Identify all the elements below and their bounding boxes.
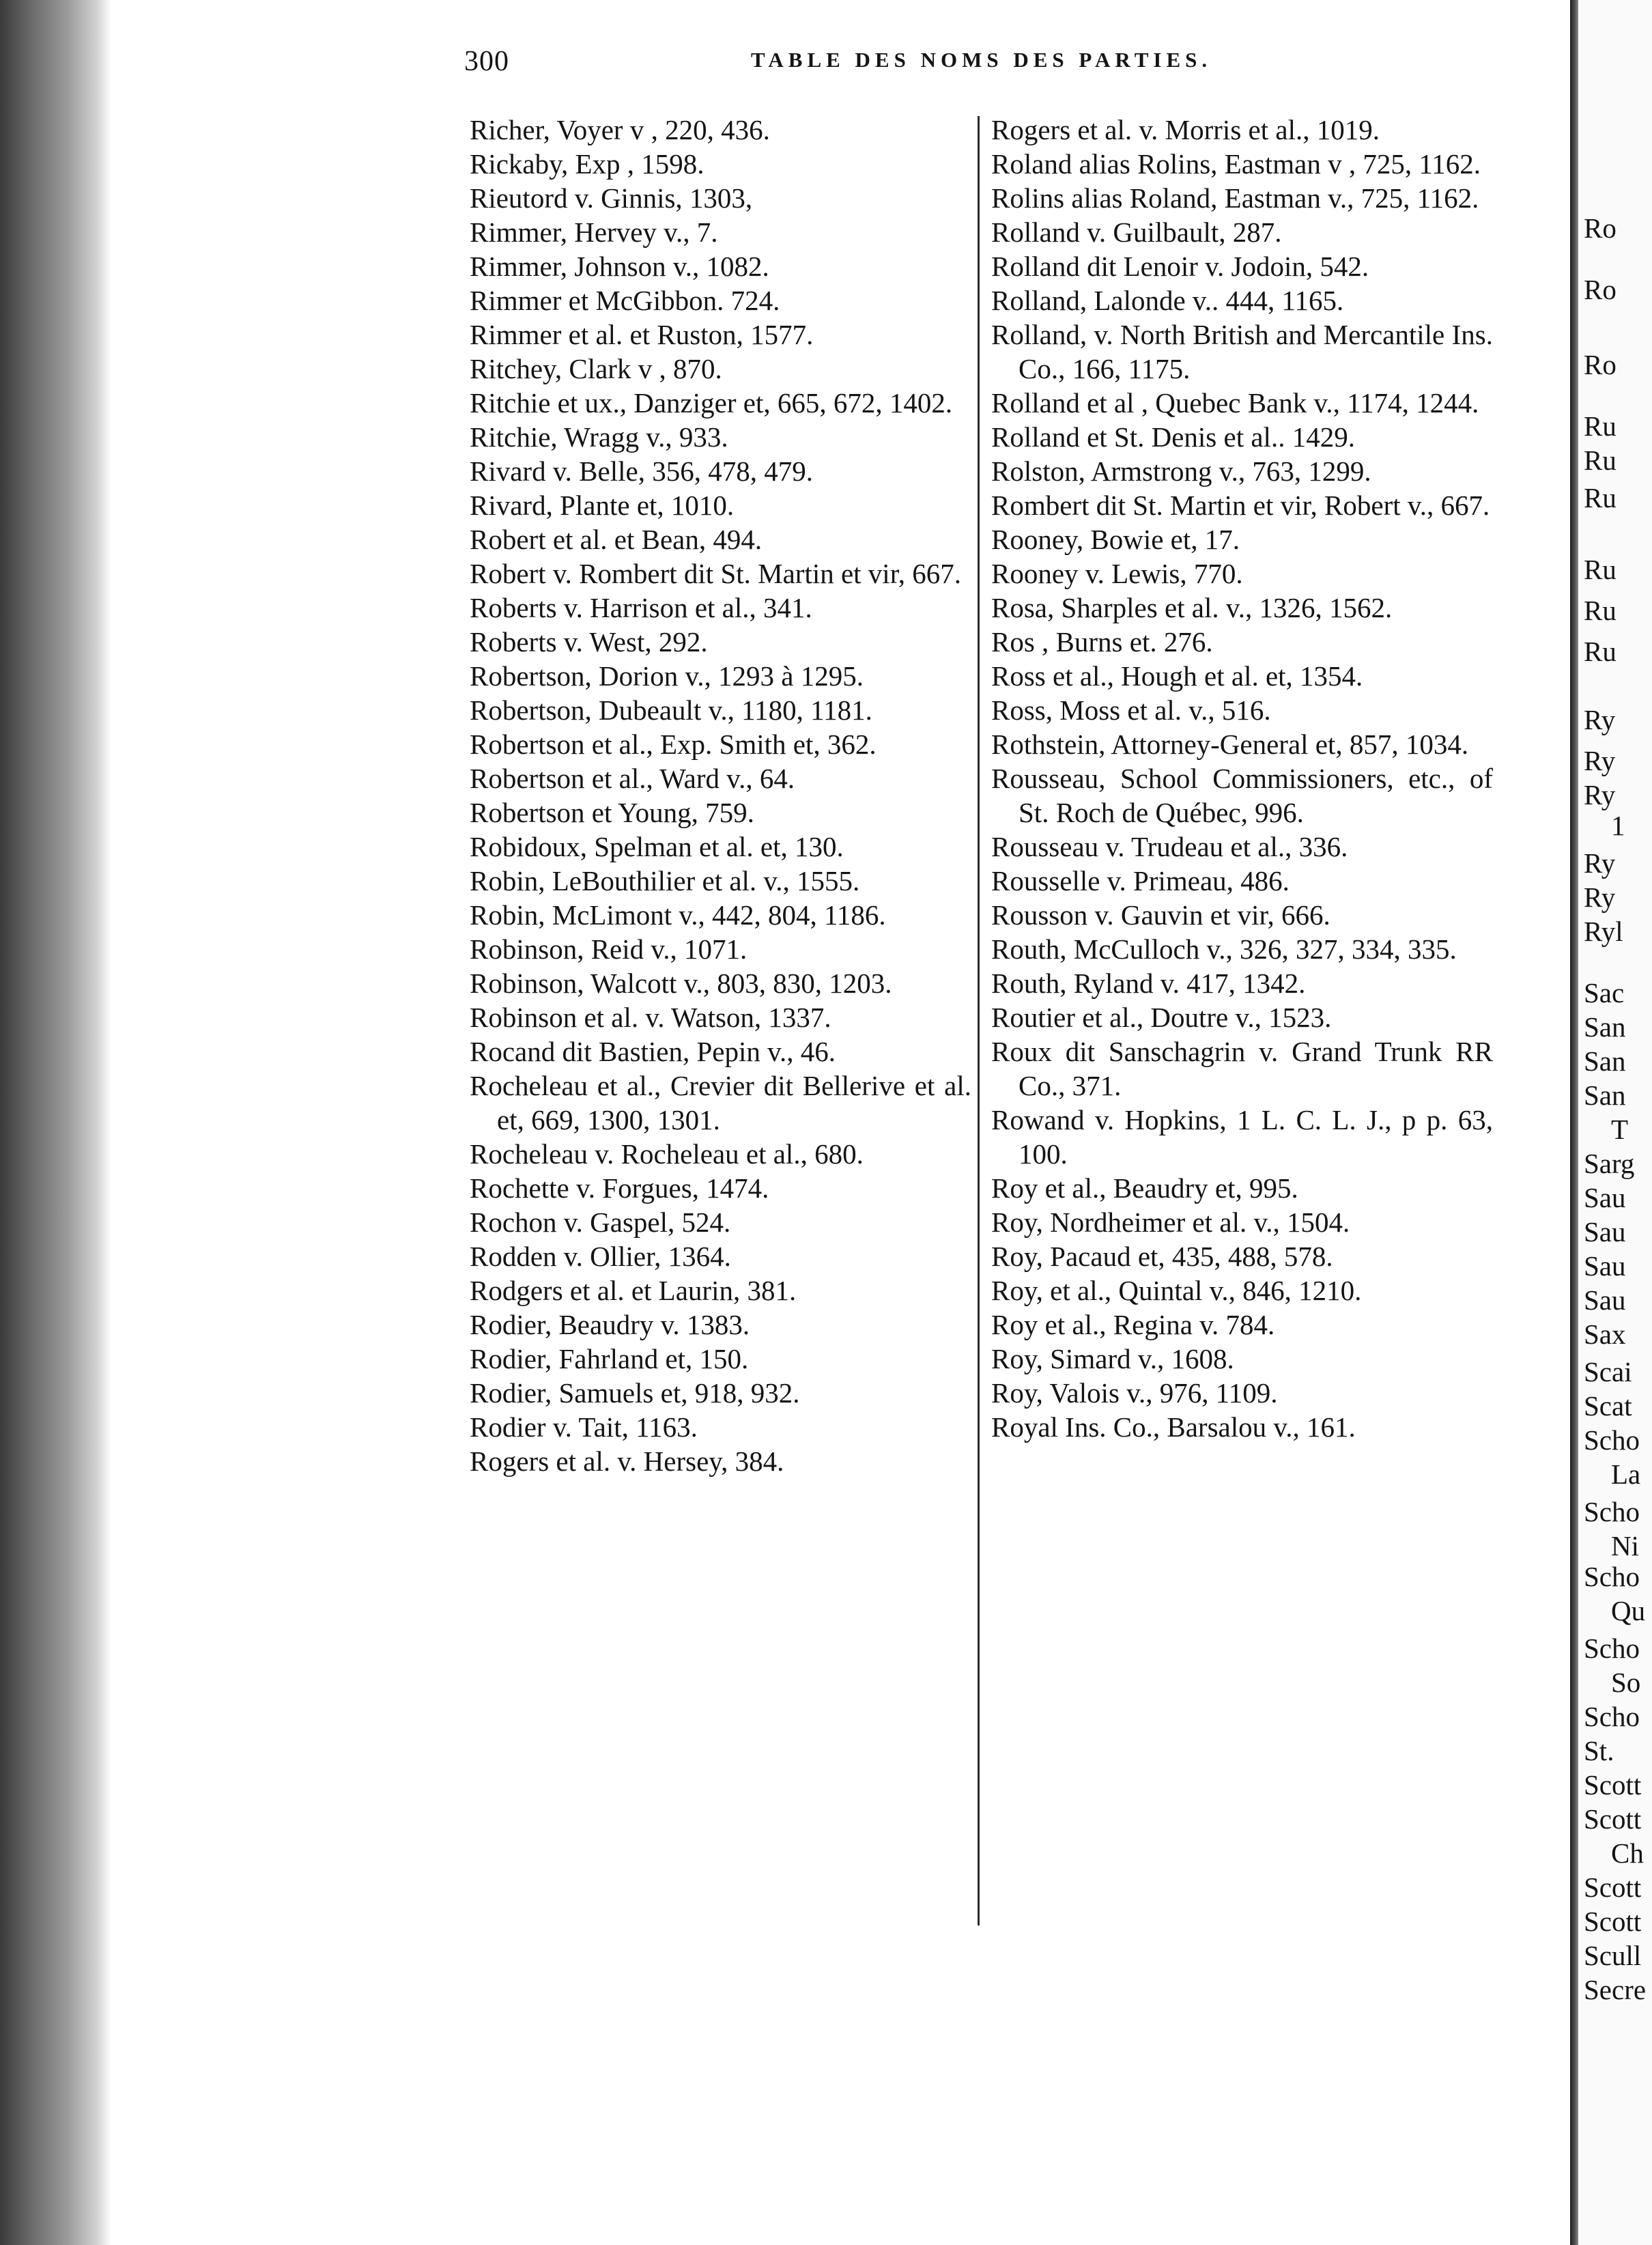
index-entry: Ross, Moss et al. v., 516.: [991, 694, 1271, 726]
index-entry: Robinson, Walcott v., 803, 830, 1203.: [470, 968, 892, 999]
facing-page-fragment: Sax: [1584, 1318, 1626, 1350]
facing-page-fragment: Scho: [1584, 1701, 1640, 1732]
facing-page-fragment: Scott: [1584, 1769, 1642, 1801]
facing-page-fragment: Ry: [1584, 779, 1616, 810]
index-entry: Roy, Valois v., 976, 1109.: [991, 1377, 1278, 1409]
facing-page-fragment: Ry: [1584, 704, 1616, 735]
column-divider-rule: [978, 116, 980, 1925]
left-index-column: [470, 113, 971, 1478]
index-entry: Rodier, Fahrland et, 150.: [470, 1343, 749, 1374]
facing-page-fragment: Scull: [1584, 1940, 1642, 1971]
facing-page-fragment: Scott: [1584, 1906, 1642, 1937]
facing-page-fragment: Scott: [1584, 1803, 1642, 1835]
index-entry: Ritchie et ux., Danziger et, 665, 672, 1402.: [470, 387, 953, 419]
facing-page-fragment: Ru: [1584, 554, 1617, 585]
index-entry: Robertson et al., Exp. Smith et, 362.: [470, 729, 877, 760]
index-entry: Rimmer, Johnson v., 1082.: [470, 251, 769, 282]
index-entry: Rochon v. Gaspel, 524.: [470, 1206, 731, 1238]
facing-page-fragment: San: [1584, 1045, 1626, 1077]
index-entry: Royal Ins. Co., Barsalou v., 161.: [991, 1411, 1356, 1443]
facing-page-fragment: Ro: [1584, 349, 1617, 380]
index-entry: Rochette v. Forgues, 1474.: [470, 1172, 769, 1204]
index-entry: Rolland, Lalonde v.. 444, 1165.: [991, 285, 1344, 316]
facing-page-fragment: Scho: [1584, 1496, 1640, 1527]
index-entry: Robertson et Young, 759.: [470, 797, 754, 828]
running-title: TABLE DES NOMS DES PARTIES.: [751, 48, 1212, 72]
index-entry: Rocheleau et al., Crevier dit Bellerive et al. et, 669, 1300, 1301.: [470, 1070, 971, 1135]
facing-page-fragment: Ry: [1584, 881, 1616, 913]
index-entry: Rivard v. Belle, 356, 478, 479.: [470, 455, 813, 487]
page-number: 300: [464, 46, 509, 77]
facing-page-fragment: Qu: [1611, 1595, 1646, 1626]
index-entry: Rodier v. Tait, 1163.: [470, 1411, 698, 1443]
page-header: [464, 45, 1475, 86]
index-entry: Robinson et al. v. Watson, 1337.: [470, 1002, 831, 1033]
index-entry: Roy et al., Regina v. 784.: [991, 1309, 1275, 1340]
index-entry: Rimmer, Hervey v., 7.: [470, 216, 718, 248]
facing-page-fragment: Ru: [1584, 410, 1617, 442]
index-entry: Rousselle v. Primeau, 486.: [991, 865, 1290, 896]
index-entry: Robin, LeBouthilier et al. v., 1555.: [470, 865, 860, 896]
index-entry: Rodier, Samuels et, 918, 932.: [470, 1377, 800, 1409]
facing-page-fragment: Sau: [1584, 1250, 1626, 1282]
facing-page-fragment: Ro: [1584, 274, 1617, 305]
index-entry: Rooney, Bowie et, 17.: [991, 524, 1240, 555]
index-entry: Roland alias Rolins, Eastman v , 725, 1162.: [991, 148, 1481, 180]
facing-page-fragment: Ru: [1584, 482, 1617, 513]
index-entry: Rolland dit Lenoir v. Jodoin, 542.: [991, 251, 1369, 282]
facing-page-fragment: Ni: [1611, 1530, 1639, 1562]
index-entry: Rieutord v. Ginnis, 1303,: [470, 182, 753, 214]
facing-page-fragment: 1: [1611, 810, 1625, 841]
index-entry: Robert et al. et Bean, 494.: [470, 524, 763, 555]
facing-page-fragment: Ru: [1584, 595, 1617, 626]
index-entry: Rocand dit Bastien, Pepin v., 46.: [470, 1036, 836, 1067]
facing-page-fragment: So: [1611, 1667, 1641, 1698]
index-entry: Rolland et al , Quebec Bank v., 1174, 1244.: [991, 387, 1479, 419]
index-entry: Roberts v. West, 292.: [470, 626, 708, 658]
facing-page-fragment: Ru: [1584, 636, 1617, 667]
facing-page-fragment: Scho: [1584, 1561, 1640, 1592]
facing-page-fragment: San: [1584, 1079, 1626, 1111]
index-entry: Rombert dit St. Martin et vir, Robert v., 667.: [991, 490, 1490, 521]
index-entry: Rothstein, Attorney-General et, 857, 1034.: [991, 729, 1469, 760]
index-entry: Richer, Voyer v , 220, 436.: [470, 114, 770, 145]
facing-page-fragment: Ry: [1584, 847, 1616, 879]
index-entry: Roy et al., Beaudry et, 995.: [991, 1172, 1298, 1204]
index-entry: Robinson, Reid v., 1071.: [470, 933, 747, 965]
index-entry: Rogers et al. v. Hersey, 384.: [470, 1445, 784, 1477]
index-entry: Roy, Nordheimer et al. v., 1504.: [991, 1206, 1350, 1238]
index-entry: Rolland, v. North British and Mercantile Ins. Co., 166, 1175.: [991, 319, 1493, 384]
index-entry: Rimmer et al. et Ruston, 1577.: [470, 319, 814, 350]
index-entry: Rousseau, School Commissioners, etc., of St. Roch de Québec, 996.: [991, 763, 1493, 828]
index-entry: Rousson v. Gauvin et vir, 666.: [991, 899, 1330, 931]
index-entry: Roy, et al., Quintal v., 846, 1210.: [991, 1275, 1362, 1306]
index-entry: Robin, McLimont v., 442, 804, 1186.: [470, 899, 886, 931]
index-entry: Roy, Pacaud et, 435, 488, 578.: [991, 1241, 1333, 1272]
facing-page-fragment: Sau: [1584, 1284, 1626, 1316]
facing-page-fragment: St.: [1584, 1735, 1614, 1766]
facing-page-fragment: San: [1584, 1011, 1626, 1043]
book-gutter-shadow: [0, 0, 96, 2245]
index-entry: Routier et al., Doutre v., 1523.: [991, 1002, 1332, 1033]
index-entry: Rolland et St. Denis et al.. 1429.: [991, 421, 1355, 453]
facing-page-fragment: Ry: [1584, 745, 1616, 776]
facing-page-fragment: Ru: [1584, 444, 1617, 476]
index-entry: Rousseau v. Trudeau et al., 336.: [991, 831, 1348, 862]
index-entry: Rolland v. Guilbault, 287.: [991, 216, 1282, 248]
index-entry: Rodden v. Ollier, 1364.: [470, 1241, 731, 1272]
index-entry: Robertson et al., Ward v., 64.: [470, 763, 795, 794]
index-entry: Rogers et al. v. Morris et al., 1019.: [991, 114, 1380, 145]
facing-page-fragment: Scai: [1584, 1356, 1632, 1387]
index-entry: Robidoux, Spelman et al. et, 130.: [470, 831, 844, 862]
facing-page-fragment: Scat: [1584, 1390, 1632, 1422]
facing-page-fragment: Scho: [1584, 1633, 1640, 1664]
facing-page-fragment: Ryl: [1584, 916, 1623, 947]
index-entry: Roux dit Sanschagrin v. Grand Trunk RR Co., 371.: [991, 1036, 1493, 1101]
facing-page-fragment: Secre: [1584, 1974, 1647, 2005]
index-entry: Roy, Simard v., 1608.: [991, 1343, 1234, 1374]
index-entry: Roberts v. Harrison et al., 341.: [470, 592, 812, 623]
facing-page-fragment: Scho: [1584, 1424, 1640, 1456]
index-entry: Ritchie, Wragg v., 933.: [470, 421, 728, 453]
index-entry: Rolins alias Roland, Eastman v., 725, 1162.: [991, 182, 1479, 214]
facing-page-fragment: Sau: [1584, 1216, 1626, 1247]
facing-page-fragment: Ch: [1611, 1837, 1644, 1869]
facing-page-fragment: La: [1611, 1458, 1641, 1490]
book-gutter-edge: [96, 0, 112, 2245]
index-entry: Robert v. Rombert dit St. Martin et vir, 667.: [470, 558, 961, 589]
facing-page-edge: [1578, 0, 1652, 2245]
index-entry: Routh, McCulloch v., 326, 327, 334, 335.: [991, 933, 1457, 965]
right-index-column: [991, 113, 1493, 1444]
facing-page-fragment: T: [1611, 1114, 1629, 1145]
facing-page-fragment: Scott: [1584, 1872, 1642, 1903]
index-entry: Robertson, Dorion v., 1293 à 1295.: [470, 660, 864, 692]
facing-page-fragment: Sarg: [1584, 1148, 1635, 1179]
index-entry: Routh, Ryland v. 417, 1342.: [991, 968, 1306, 999]
index-entry: Rodgers et al. et Laurin, 381.: [470, 1275, 797, 1306]
index-entry: Rodier, Beaudry v. 1383.: [470, 1309, 750, 1340]
index-entry: Rickaby, Exp , 1598.: [470, 148, 704, 180]
index-entry: Rocheleau v. Rocheleau et al., 680.: [470, 1138, 864, 1170]
index-entry: Robertson, Dubeault v., 1180, 1181.: [470, 694, 872, 726]
index-entry: Rooney v. Lewis, 770.: [991, 558, 1243, 589]
index-entry: Ritchey, Clark v , 870.: [470, 353, 722, 384]
index-entry: Ross et al., Hough et al. et, 1354.: [991, 660, 1363, 692]
facing-page-fragment: Sac: [1584, 977, 1625, 1008]
index-entry: Rowand v. Hopkins, 1 L. C. L. J., p p. 63, 100.: [991, 1104, 1493, 1170]
index-entry: Ros , Burns et. 276.: [991, 626, 1213, 658]
index-entry: Rivard, Plante et, 1010.: [470, 490, 735, 521]
index-entry: Rosa, Sharples et al. v., 1326, 1562.: [991, 592, 1393, 623]
index-entry: Rolston, Armstrong v., 763, 1299.: [991, 455, 1371, 487]
facing-page-fragment: Ro: [1584, 212, 1617, 244]
facing-page-fragment: Sau: [1584, 1182, 1626, 1213]
index-entry: Rimmer et McGibbon. 724.: [470, 285, 780, 316]
